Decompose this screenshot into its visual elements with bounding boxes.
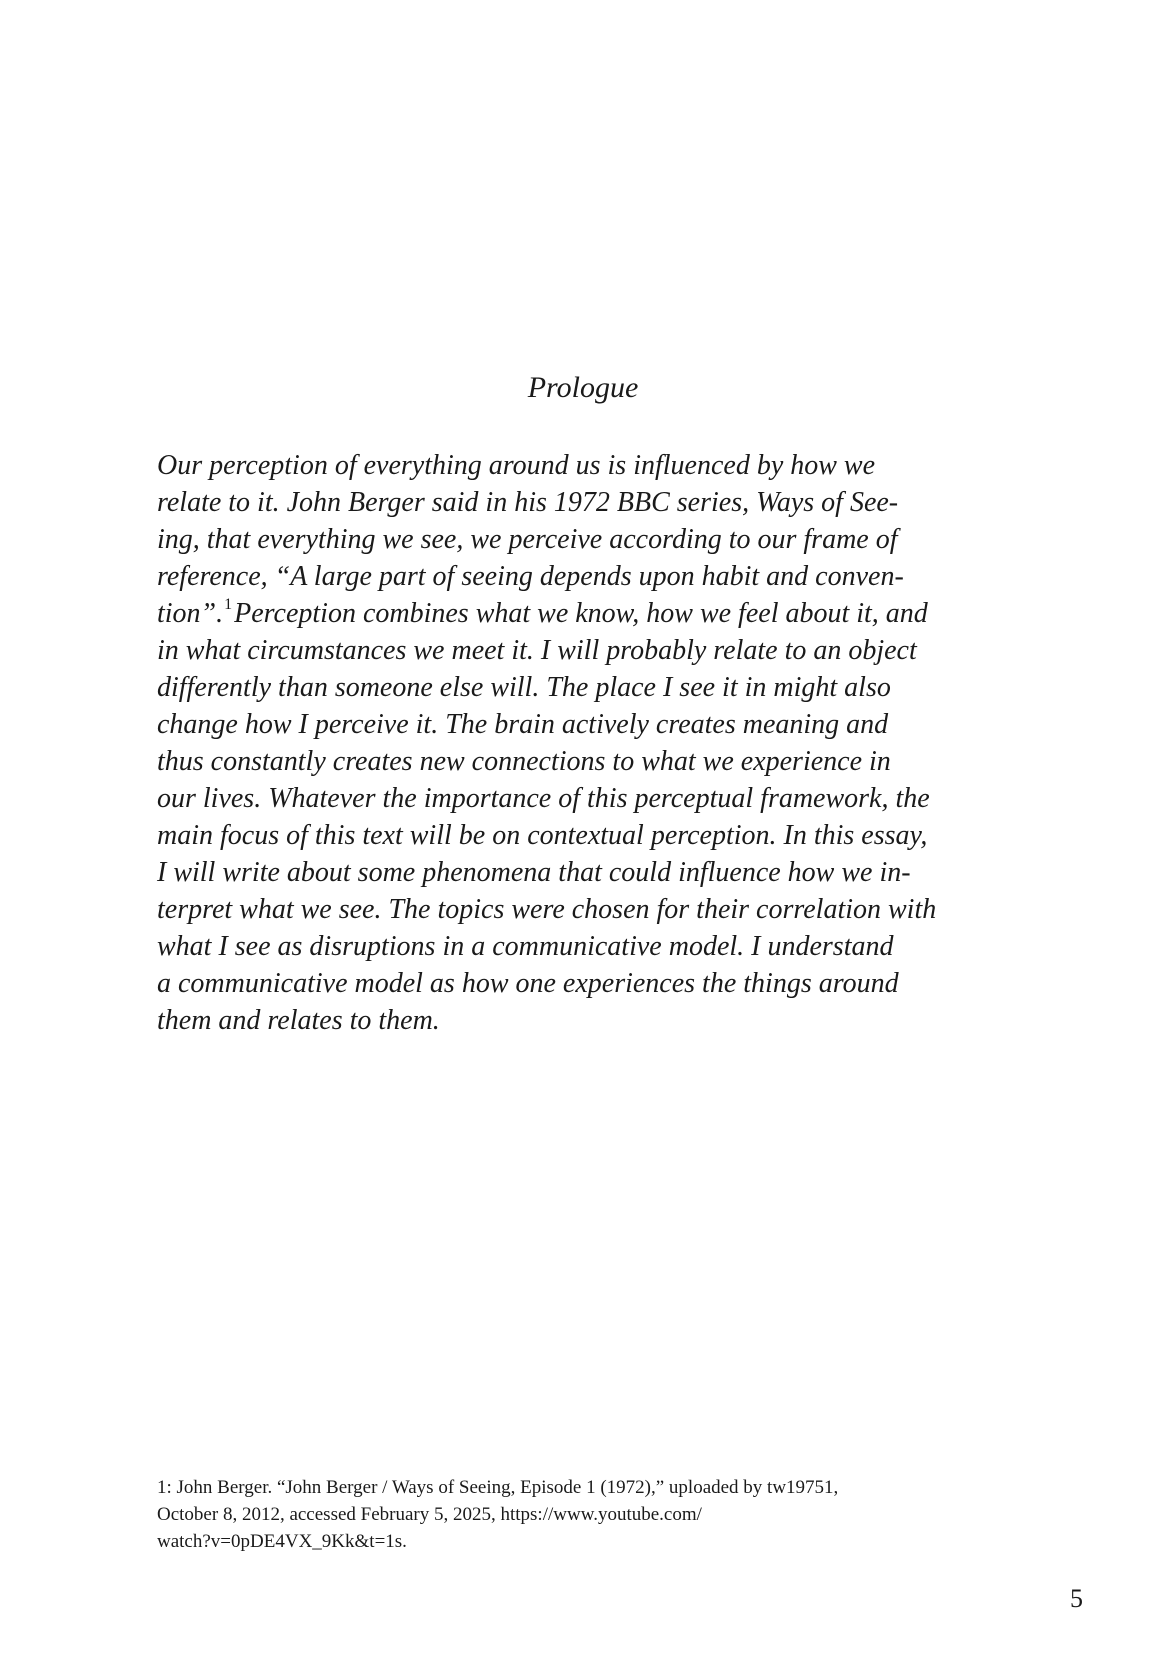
body-line: Our perception of everything around us is influenced by how we bbox=[157, 450, 876, 481]
body-line: change how I perceive it. The brain actively creates meaning and bbox=[157, 709, 889, 740]
body-line: reference, “A large part of seeing depends upon habit and conven- bbox=[157, 561, 904, 592]
body-line: relate to it. John Berger said in his 1972 BBC series, Ways of See- bbox=[157, 487, 899, 518]
body-line: a communicative model as how one experiences the things around bbox=[157, 968, 899, 999]
footnote bbox=[157, 1474, 1017, 1555]
body-line-segment: tion”. bbox=[157, 598, 224, 629]
body-line: our lives. Whatever the importance of this perceptual framework, the bbox=[157, 783, 930, 814]
body-line: them and relates to them. bbox=[157, 1005, 440, 1036]
footnote-reference: 1 bbox=[224, 596, 233, 613]
prologue-body bbox=[157, 447, 1017, 1039]
body-line: main focus of this text will be on contextual perception. In this essay, bbox=[157, 820, 928, 851]
footnote-line: October 8, 2012, accessed February 5, 2025, https://www.youtube.com/ bbox=[157, 1504, 702, 1525]
body-line-with-footnote-ref bbox=[157, 595, 1017, 632]
page-number: 5 bbox=[1070, 1584, 1083, 1613]
body-line: ing, that everything we see, we perceive according to our frame of bbox=[157, 524, 898, 555]
page-title: Prologue bbox=[527, 371, 639, 404]
body-line-segment: Perception combines what we know, how we feel about it, and bbox=[234, 598, 928, 629]
body-line: I will write about some phenomena that could influence how we in- bbox=[157, 857, 911, 888]
footnote-line: 1: John Berger. “John Berger / Ways of Seeing, Episode 1 (1972),” uploaded by tw19751, bbox=[157, 1477, 839, 1498]
footnote-line: watch?v=0pDE4VX_9Kk&t=1s. bbox=[157, 1531, 407, 1552]
body-line: thus constantly creates new connections to what we experience in bbox=[157, 746, 891, 777]
body-line: in what circumstances we meet it. I will probably relate to an object bbox=[157, 635, 917, 666]
body-line: what I see as disruptions in a communicative model. I understand bbox=[157, 931, 894, 962]
body-line: terpret what we see. The topics were chosen for their correlation with bbox=[157, 894, 937, 925]
body-line: differently than someone else will. The place I see it in might also bbox=[157, 672, 891, 703]
